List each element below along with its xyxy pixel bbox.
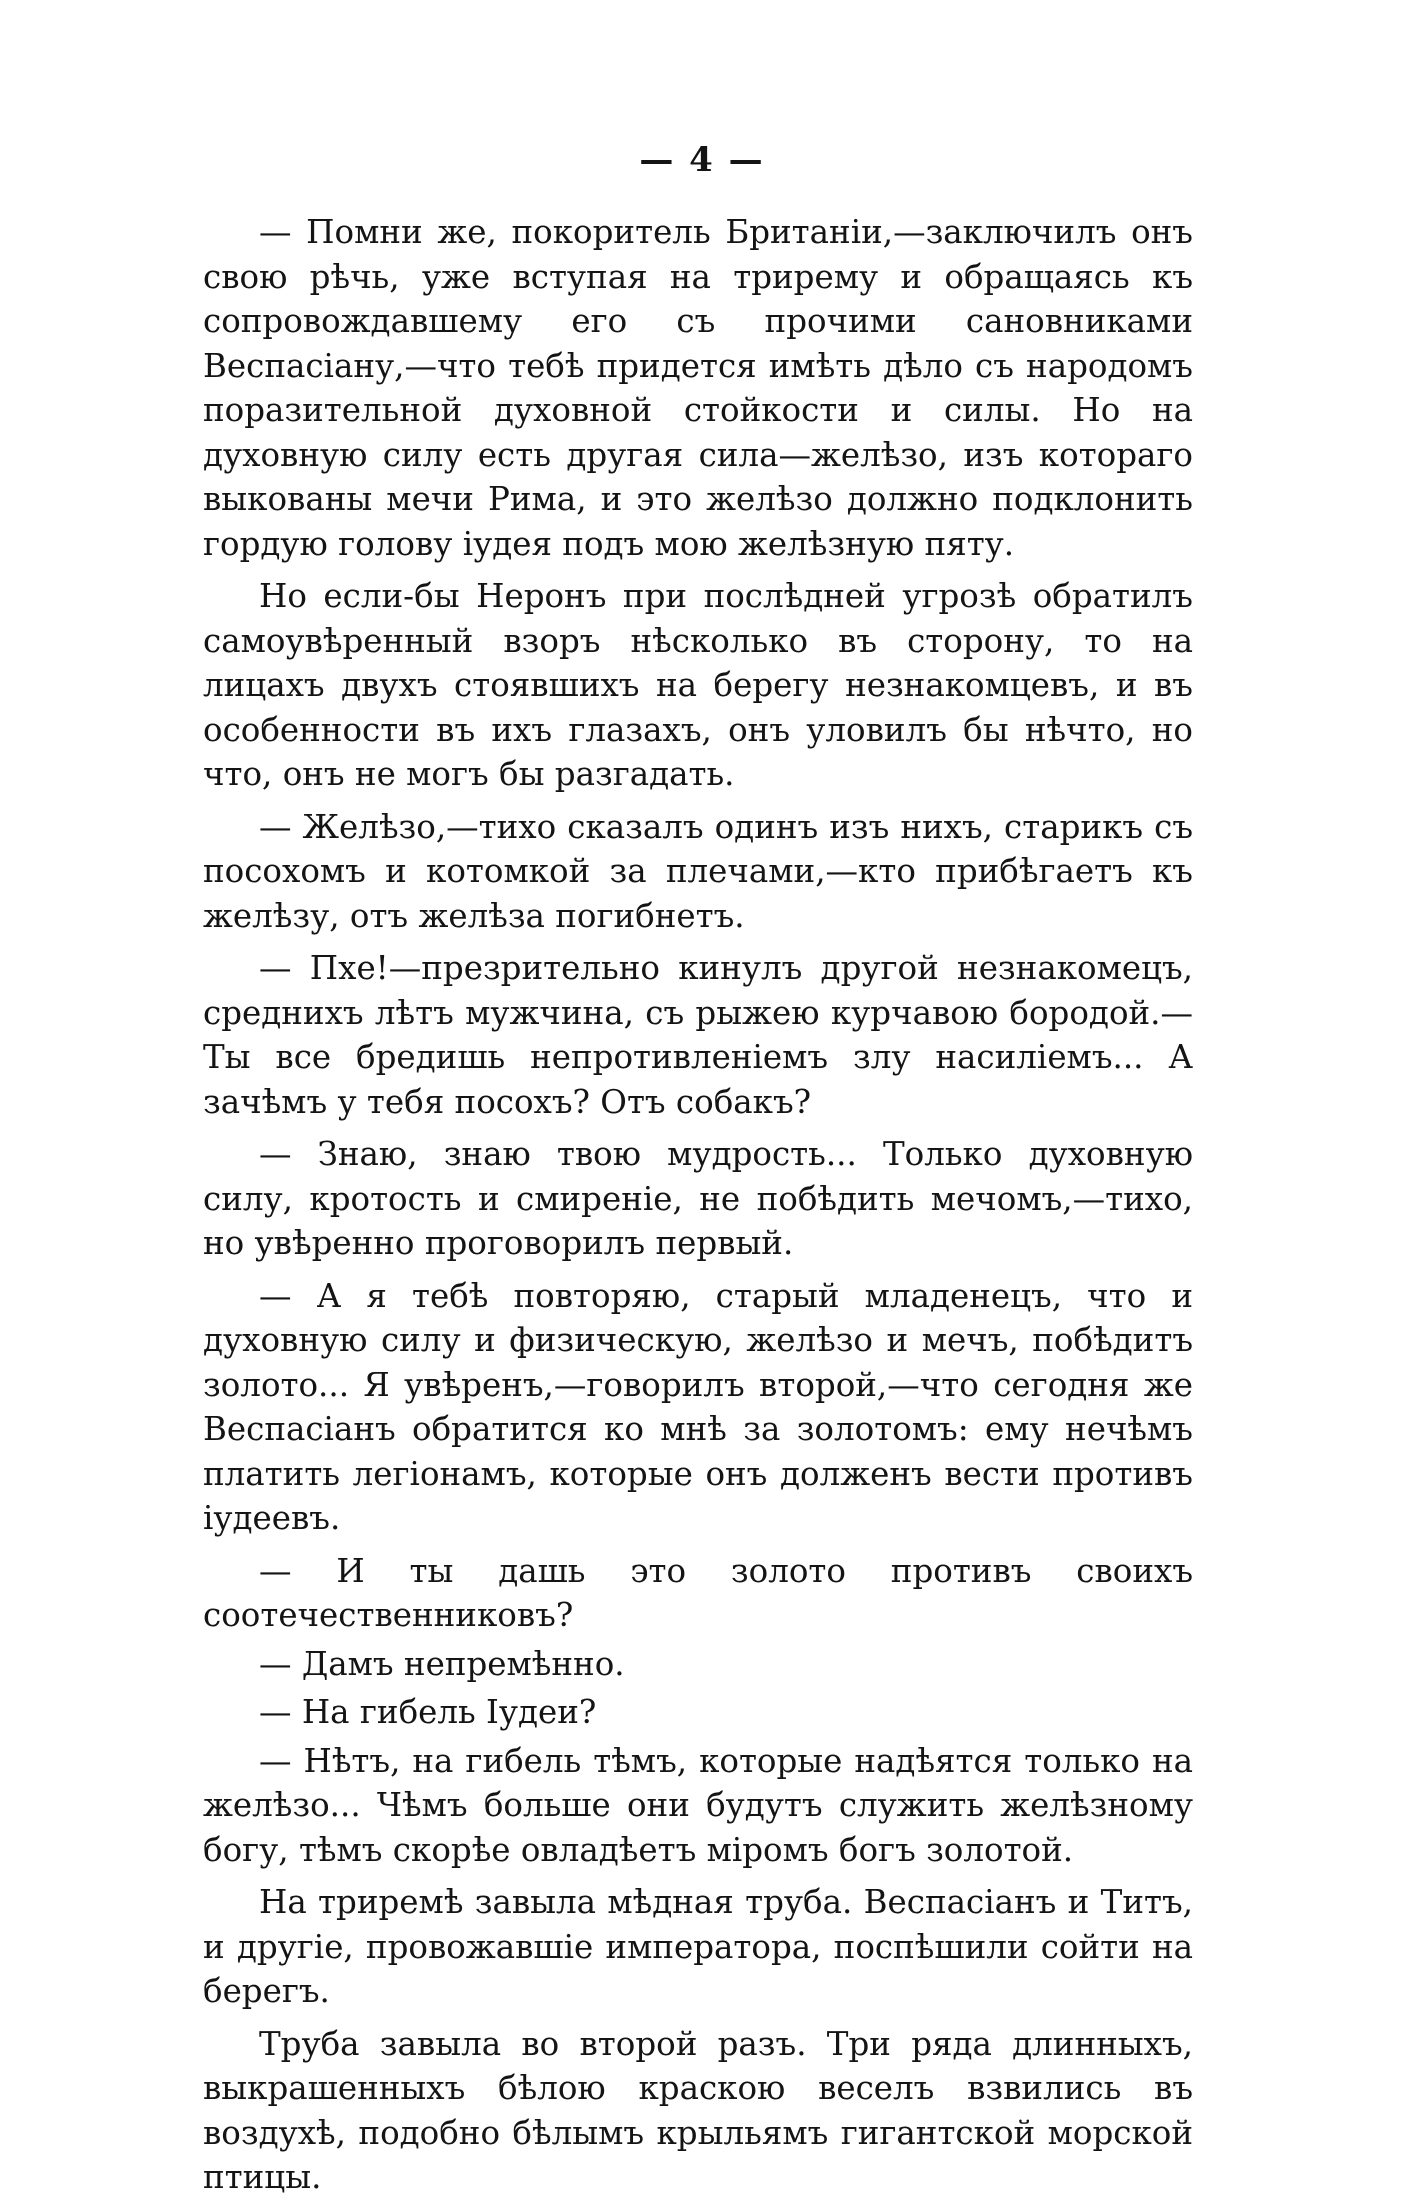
page-text [203,210,1193,2208]
paragraph: Труба завыла во второй разъ. Три ряда длинныхъ, выкрашенныхъ бѣлою краскою веселъ взвились въ воздухѣ, подобно бѣлымъ крыльямъ гигантской морской птицы. [203,2024,1193,2196]
paragraph: Но если-бы Неронъ при послѣдней угрозѣ обратилъ самоувѣренный взоръ нѣсколько въ сторону, то на лицахъ двухъ стоявшихъ на берегу незнакомцевъ, и въ особенности въ ихъ глазахъ, онъ уловилъ бы нѣчто, но что, онъ не могъ бы разгадать. [203,577,1193,793]
paragraph: — Пхе!—презрительно кинулъ другой незнакомецъ, среднихъ лѣтъ мужчина, съ рыжею курчавою бородой.—Ты все бредишь непротивленіемъ злу насиліемъ... А зачѣмъ у тебя посохъ? Отъ собакъ? [203,949,1193,1121]
paragraph: — Нѣтъ, на гибель тѣмъ, которые надѣятся только на желѣзо... Чѣмъ больше они будутъ служить желѣзному богу, тѣмъ скорѣе овладѣетъ міромъ богъ золотой. [203,1741,1193,1869]
paragraph: — Помни же, покоритель Британіи,—заключилъ онъ свою рѣчь, уже вступая на трирему и обращаясь къ сопровождавшему его съ прочими сановниками Веспасіану,—что тебѣ придется имѣть дѣло съ народомъ поразительной духовной стойкости и силы. Но на духовную силу есть другая сила—желѣзо, изъ котораго выкованы мечи Рима, и это желѣзо должно подклонить гордую голову іудея подъ мою желѣзную пяту. [203,213,1193,563]
paragraph: — А я тебѣ повторяю, старый младенецъ, что и духовную силу и физическую, желѣзо и мечъ, побѣдитъ золото... Я увѣренъ,—говорилъ второй,—что сегодня же Веспасіанъ обратится ко мнѣ за золотомъ: ему нечѣмъ платить легіонамъ, которые онъ долженъ вести противъ іудеевъ. [203,1276,1193,1537]
paragraph: На триремѣ завыла мѣдная труба. Веспасіанъ и Титъ, и другіе, провожавшіе императора, поспѣшили сойти на берегъ. [203,1883,1193,2010]
paragraph: — Желѣзо,—тихо сказалъ одинъ изъ нихъ, старикъ съ посохомъ и котомкой за плечами,—кто прибѣгаетъ къ желѣзу, отъ желѣза погибнетъ. [203,807,1193,935]
paragraph: — Дамъ непремѣнно. [259,1644,625,1683]
page-number: — 4 — [639,140,765,180]
paragraph: — Знаю, знаю твою мудрость... Только духовную силу, кротость и смиреніе, не побѣдить мечомъ,—тихо, но увѣренно проговорилъ первый. [203,1135,1193,1262]
paragraph: — На гибель Іудеи? [259,1693,597,1731]
paragraph: — И ты дашь это золото противъ своихъ соотечественниковъ? [203,1551,1193,1634]
